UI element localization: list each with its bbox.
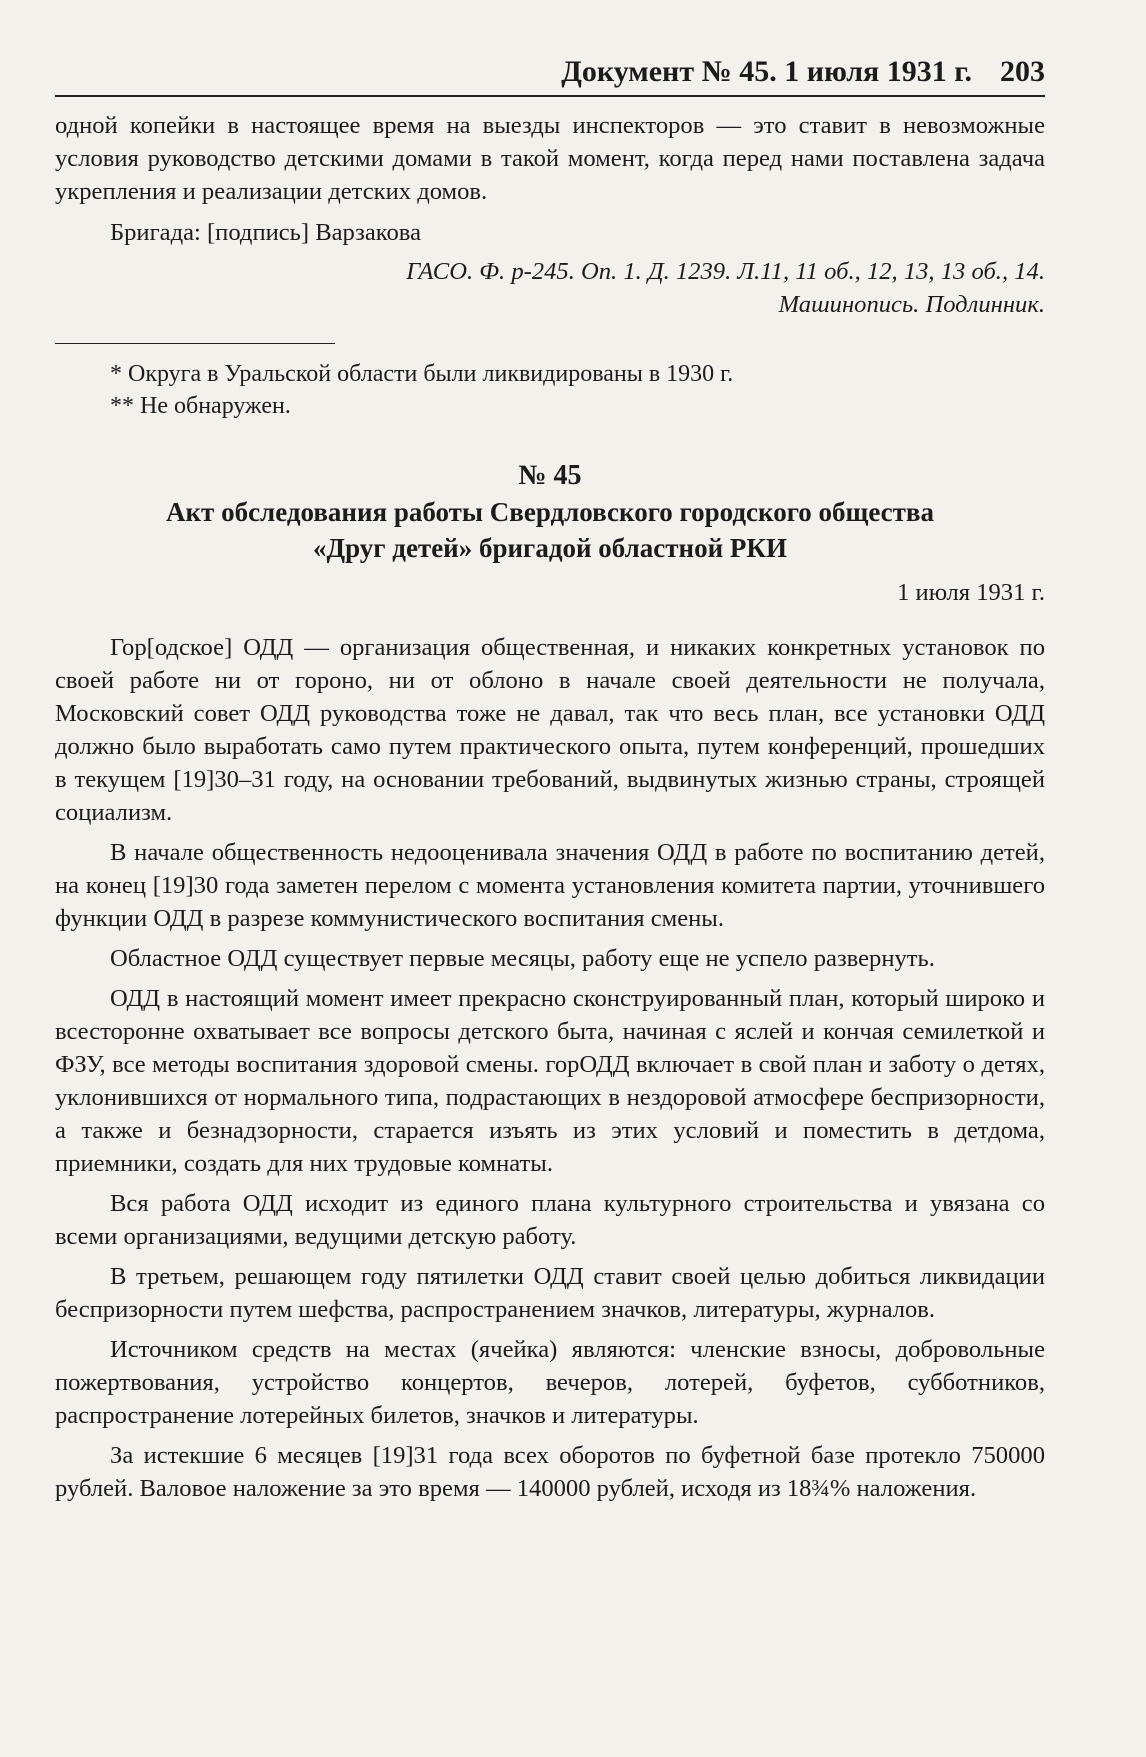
- running-header: [55, 55, 1045, 97]
- footnote-2: ** Не обнаружен.: [110, 393, 291, 419]
- archive-reference: ГАСО. Ф. р-245. Оп. 1. Д. 1239. Л.11, 11 об., 12, 13, 13 об., 14.: [406, 258, 1045, 285]
- body-paragraph: ОДД в настоящий момент имеет прекрасно сконструированный план, который широко и всесторонне охватывает все вопросы детского быта, начиная с яслей и кончая семилеткой и ФЗУ, все методы воспитания здоровой смены. горОДД включает в свой план и заботу о детях, уклонившихся от нормального типа, подрастающих в нездоровой атмосфере беспризорности, а также и безнадзорности, старается изъять из этих условий и поместить в детдома, приемники, создать для них трудовые комнаты.: [55, 985, 1045, 1177]
- body-paragraph: В третьем, решающем году пятилетки ОДД ставит своей целью добиться ликвидации беспризорности путем шефства, распространением значков, литературы, журналов.: [55, 1263, 1045, 1323]
- continuation-paragraph: одной копейки в настоящее время на выезды инспекторов — это ставит в невозможные условия руководство детскими домами в такой момент, когда перед нами поставлена задача укрепления и реализации детских домов.: [55, 112, 1045, 205]
- page-number: 203: [1000, 55, 1045, 88]
- document-title-line-1: Акт обследования работы Свердловского городского общества: [166, 497, 934, 527]
- running-header-title: Документ № 45. 1 июля 1931 г.: [561, 55, 972, 88]
- body-paragraph: За истекшие 6 месяцев [19]31 года всех оборотов по буфетной базе протекло 750000 рублей. Валовое наложение за это время — 140000 рублей, исходя из 18¾% наложения.: [55, 1442, 1045, 1502]
- document-page: [55, 55, 1045, 1505]
- body-paragraph: В начале общественность недооценивала значения ОДД в работе по воспитанию детей, на конец [19]30 года заметен перелом с момента установления комитета партии, уточнившего функции ОДД в разрезе коммунистического воспитания смены.: [55, 839, 1045, 932]
- footnote-1: * Округа в Уральской области были ликвидированы в 1930 г.: [110, 361, 734, 387]
- body-paragraph: Областное ОДД существует первые месяцы, работу еще не успело развернуть.: [110, 945, 935, 972]
- body-paragraph: Источником средств на местах (ячейка) являются: членские взносы, добровольные пожертвования, устройство концертов, вечеров, лотерей, буфетов, субботников, распространение лотерейных билетов, значков и литературы.: [55, 1336, 1045, 1429]
- document-title-line-2: «Друг детей» бригадой областной РКИ: [313, 533, 787, 563]
- archive-note: Машинопись. Подлинник.: [778, 291, 1045, 318]
- footnote-divider: [55, 343, 335, 344]
- signature-line: Бригада: [подпись] Варзакова: [110, 219, 421, 246]
- document-date: 1 июля 1931 г.: [897, 579, 1045, 606]
- document-number: № 45: [518, 460, 582, 491]
- body-paragraph: Гор[одское] ОДД — организация общественная, и никаких конкретных установок по своей работе ни от гороно, ни от облоно в начале своей деятельности не получала, Московский совет ОДД руководства тоже не давал, так что весь план, все установки ОДД должно было выработать само путем практического опыта, путем конференций, прошедших в текущем [19]30–31 году, на основании требований, выдвинутых жизнью страны, строящей социализм.: [55, 634, 1045, 826]
- body-paragraph: Вся работа ОДД исходит из единого плана культурного строительства и увязана со всеми организациями, ведущими детскую работу.: [55, 1190, 1045, 1250]
